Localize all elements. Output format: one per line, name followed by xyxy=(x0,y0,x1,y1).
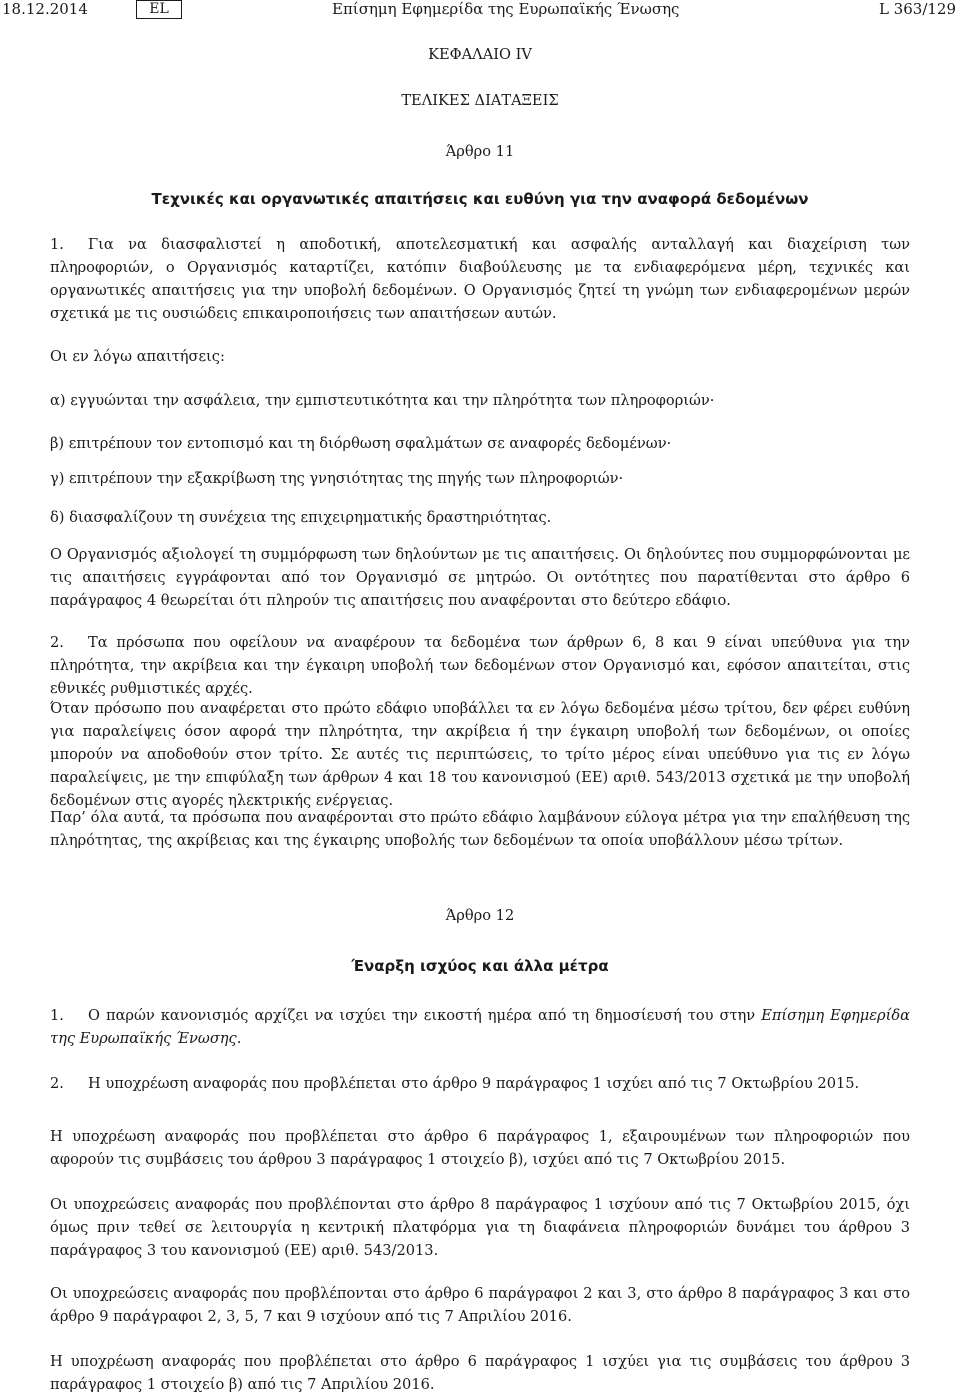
article-11-third-party-paragraph: Όταν πρόσωπο που αναφέρεται στο πρώτο εδάφιο υποβάλλει τα εν λόγω δεδομένα μέσω τρίτου, δεν φέρει ευθύνη για παραλείψεις όσον αφορά την πληρότητα, την ακρίβεια ή την έγκαιρη υποβολή των δεδομένων, οι οποίες μπορούν να αποδοθούν στον τρίτο. Σε αυτές τις περιπτώσεις, το τρίτο μέρος είναι υπεύθυνο για τις εν λόγω παραλείψεις, με την επιφύλαξη των άρθρων 4 και 18 του κανονισμού (ΕΕ) αριθ. 543/2013 σχετικά με την υποβολή δεδομένων στις αγορές ηλεκτρικής ενέργειας. xyxy=(50,700,910,809)
article-12-reporting-6-1-contracts: Η υποχρέωση αναφοράς που προβλέπεται στο άρθρο 6 παράγραφος 1 ισχύει για τις συμβάσεις του άρθρου 3 παράγραφος 1 στοιχείο β) από τις 7 Απριλίου 2016. xyxy=(50,1353,910,1393)
article-12-reporting-april: Οι υποχρεώσεις αναφοράς που προβλέπονται στο άρθρο 6 παράγραφοι 2 και 3, στο άρθρο 8 παράγραφος 3 και στο άρθρο 9 παράγραφοι 2, 3, 5, 7 και 9 ισχύουν από τις 7 Απριλίου 2016. xyxy=(50,1285,910,1325)
paragraph-end: . xyxy=(236,1030,242,1047)
paragraph-number: 2. xyxy=(50,634,64,651)
header-date: 18.12.2014 xyxy=(2,0,88,18)
chapter-number: ΚΕΦΑΛΑΙΟ IV xyxy=(428,46,532,63)
article-11-title: Τεχνικές και οργανωτικές απαιτήσεις και ευθύνη για την αναφορά δεδομένων xyxy=(151,190,809,208)
page-reference: L 363/129 xyxy=(878,0,956,18)
list-item-c: γ) επιτρέπουν την εξακρίβωση της γνησιότητας της πηγής των πληροφοριών· xyxy=(50,470,624,487)
paragraph-number: 2. xyxy=(50,1075,64,1092)
list-item-d: δ) διασφαλίζουν τη συνέχεια της επιχειρηματικής δραστηριότητας. xyxy=(50,509,552,526)
article-12-title: Έναρξη ισχύος και άλλα μέτρα xyxy=(351,957,609,975)
paragraph-text: Ο παρών κανονισμός αρχίζει να ισχύει την εικοστή ημέρα από τη δημοσίευσή του στην xyxy=(88,1007,762,1024)
page-header xyxy=(0,0,958,22)
article-12-paragraph-1 xyxy=(50,1004,910,1050)
paragraph-text: Για να διασφαλιστεί η αποδοτική, αποτελεσματική και ασφαλής ανταλλαγή και διαχείριση των πληροφοριών, ο Οργανισμός καταρτίζει, κατόπιν διαβούλευσης με τα ενδιαφερόμενα μέρη, τεχνικές και οργανωτικές απαιτήσεις για την υποβολή δεδομένων. Ο Οργανισμός ζητεί τη γνώμη των ενδιαφερομένων μερών σχετικά με τις ουσιώδεις επικαιροποιήσεις των απαιτήσεων αυτών. xyxy=(50,236,910,322)
journal-title: Επίσημη Εφημερίδα της Ευρωπαϊκής Ένωσης xyxy=(332,0,680,18)
chapter-title: ΤΕΛΙΚΕΣ ΔΙΑΤΑΞΕΙΣ xyxy=(401,92,559,109)
paragraph-number: 1. xyxy=(50,236,64,253)
list-item-a: α) εγγυώνται την ασφάλεια, την εμπιστευτικότητα και την πληρότητα των πληροφοριών· xyxy=(50,392,715,409)
paragraph-text: Η υποχρέωση αναφοράς που προβλέπεται στο άρθρο 9 παράγραφος 1 ισχύει από τις 7 Οκτωβρίου 2015. xyxy=(88,1075,860,1092)
article-11-number: Άρθρο 11 xyxy=(445,143,515,160)
article-11-paragraph-2 xyxy=(50,631,910,700)
list-item-b: β) επιτρέπουν τον εντοπισμό και τη διόρθωση σφαλμάτων σε αναφορές δεδομένων· xyxy=(50,435,672,452)
article-11-compliance-paragraph: Ο Οργανισμός αξιολογεί τη συμμόρφωση των δηλούντων με τις απαιτήσεις. Οι δηλούντες που συμμορφώνονται με τις απαιτήσεις εγγράφονται από τον Οργανισμό σε μητρώο. Οι οντότητες που παρατίθενται στο άρθρο 6 παράγραφος 4 θεωρείται ότι πληρούν τις απαιτήσεις που αναφέρονται στο δεύτερο εδάφιο. xyxy=(50,546,910,609)
paragraph-number: 1. xyxy=(50,1007,64,1024)
language-code-box: EL xyxy=(136,0,182,19)
article-12-number: Άρθρο 12 xyxy=(445,907,515,924)
paragraph-text: Τα πρόσωπα που οφείλουν να αναφέρουν τα δεδομένα των άρθρων 6, 8 και 9 είναι υπεύθυνα για την πληρότητα, την ακρίβεια και την έγκαιρη υποβολή των δεδομένων στον Οργανισμό και, εφόσον απαιτείται, στις εθνικές ρυθμιστικές αρχές. xyxy=(50,634,910,697)
article-12-paragraph-2 xyxy=(50,1072,910,1095)
article-11-verification-paragraph: Παρ’ όλα αυτά, τα πρόσωπα που αναφέρονται στο πρώτο εδάφιο λαμβάνουν εύλογα μέτρα για την επαλήθευση της πληρότητας, της ακρίβειας και της έγκαιρης υποβολής των δεδομένων τα οποία υποβάλλουν μέσω τρίτων. xyxy=(50,809,910,849)
article-11-requirements-intro: Οι εν λόγω απαιτήσεις: xyxy=(50,348,225,365)
journal-name-italic: Επίσημη Εφημερίδα της Ευρωπαϊκής Ένωσης xyxy=(50,1007,910,1047)
article-11-paragraph-1 xyxy=(50,233,910,325)
article-12-reporting-6-1: Η υποχρέωση αναφοράς που προβλέπεται στο άρθρο 6 παράγραφος 1, εξαιρουμένων των πληροφοριών που αφορούν τις συμβάσεις του άρθρου 3 παράγραφος 1 στοιχείο β), ισχύει από τις 7 Οκτωβρίου 2015. xyxy=(50,1128,910,1168)
article-12-reporting-8-1: Οι υποχρεώσεις αναφοράς που προβλέπονται στο άρθρο 8 παράγραφος 1 ισχύουν από τις 7 Οκτωβρίου 2015, όχι όμως πριν τεθεί σε λειτουργία η κεντρική πλατφόρμα για τη διαφάνεια πληροφοριών δυνάμει του άρθρου 3 παράγραφος 3 του κανονισμού (ΕΕ) αριθ. 543/2013. xyxy=(50,1196,910,1259)
